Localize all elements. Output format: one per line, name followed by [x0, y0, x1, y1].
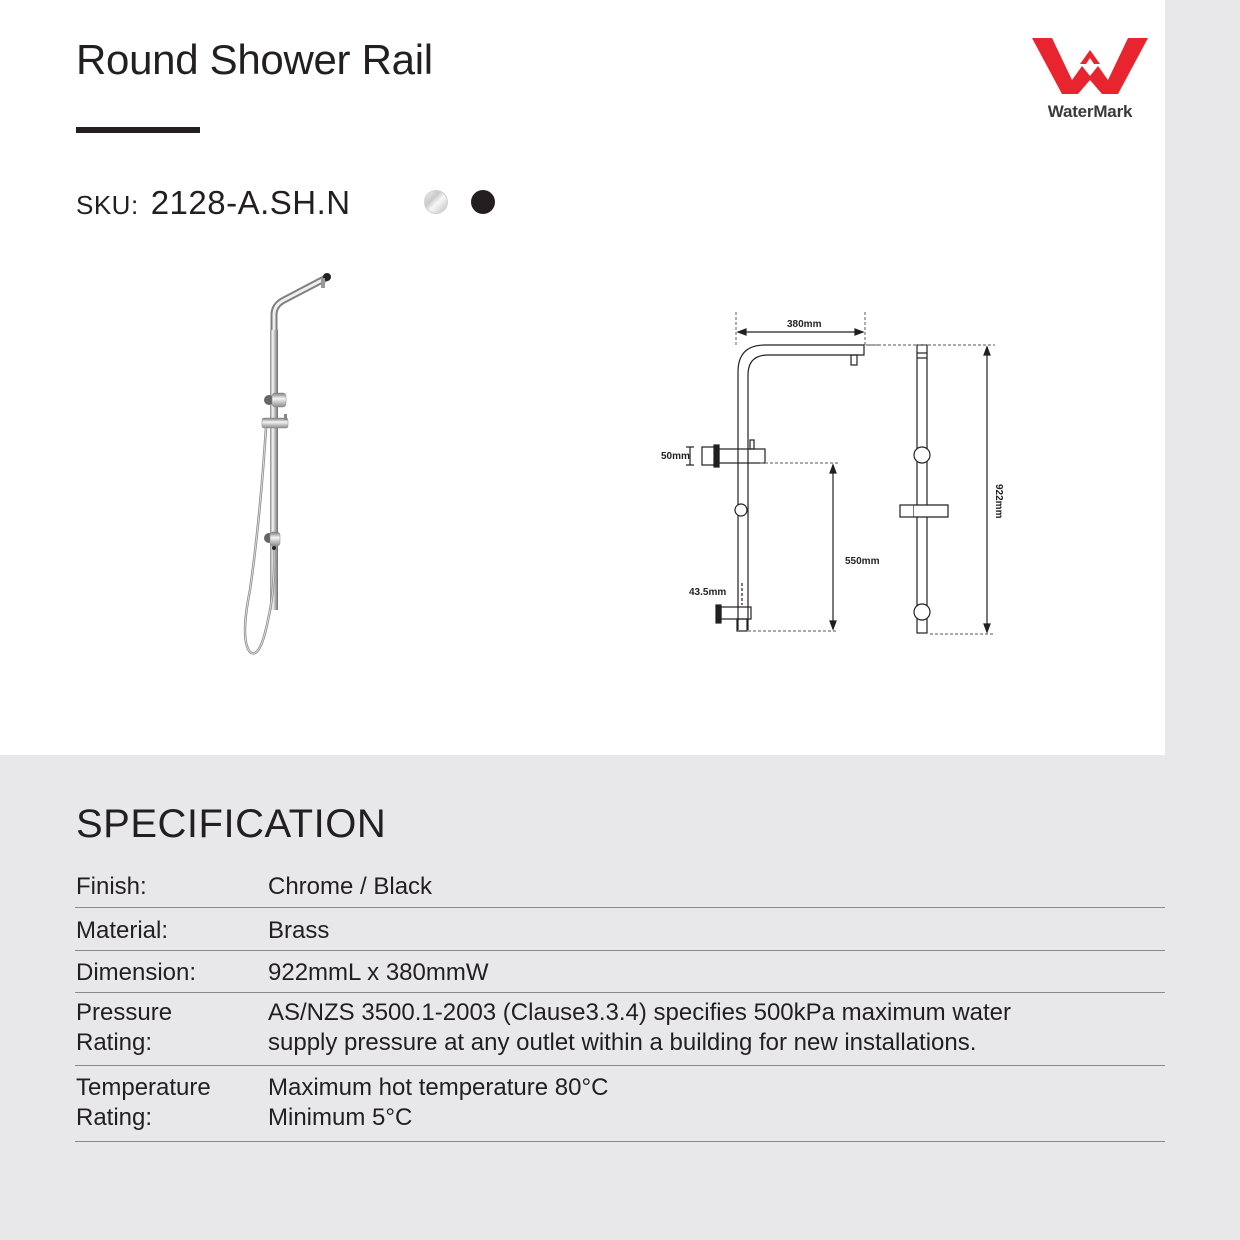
dim-width-label: 380mm [787, 319, 822, 330]
title-underline [76, 127, 200, 133]
specification-table [75, 866, 1165, 1142]
spec-value: Maximum hot temperature 80°C Minimum 5°C [268, 1074, 609, 1131]
finish-swatch-chrome[interactable] [424, 190, 448, 214]
spec-row-dimension [75, 951, 1165, 993]
spec-label: Finish: [76, 873, 147, 900]
dim-height-label: 922mm [993, 484, 1004, 519]
product-image [200, 260, 360, 670]
spec-row-material [75, 908, 1165, 951]
sku-value: 2128-A.SH.N [150, 184, 351, 221]
dim-bracket-label: 50mm [661, 451, 690, 462]
spec-row-temperature-rating [75, 1066, 1165, 1142]
spec-label: Pressure Rating: [76, 999, 173, 1056]
watermark-logo-text: WaterMark [1047, 102, 1133, 121]
dim-slide-label: 550mm [845, 556, 880, 567]
watermark-logo [1028, 36, 1152, 126]
finish-swatch-black[interactable] [471, 190, 495, 214]
spec-value: AS/NZS 3500.1-2003 (Clause3.3.4) specifies 500kPa maximum water supply pressure at any outlet within a building for new installations. [268, 999, 1012, 1056]
spec-value: 922mmL x 380mmW [268, 959, 489, 986]
spec-label: Temperature Rating: [76, 1074, 211, 1131]
spec-row-pressure-rating [75, 993, 1165, 1066]
sku-label: SKU: [76, 190, 139, 220]
sku [76, 184, 351, 222]
watermark-w-icon [1030, 36, 1150, 96]
spec-value: Brass [268, 917, 330, 944]
spec-label: Material: [76, 917, 169, 944]
spec-row-finish [75, 866, 1165, 908]
dim-outlet-label: 43.5mm [689, 587, 727, 598]
spec-label: Dimension: [76, 959, 197, 986]
specification-title: SPECIFICATION [76, 802, 387, 846]
spec-value: Chrome / Black [268, 873, 433, 900]
page-title: Round Shower Rail [76, 36, 433, 83]
technical-drawing [640, 300, 1040, 650]
